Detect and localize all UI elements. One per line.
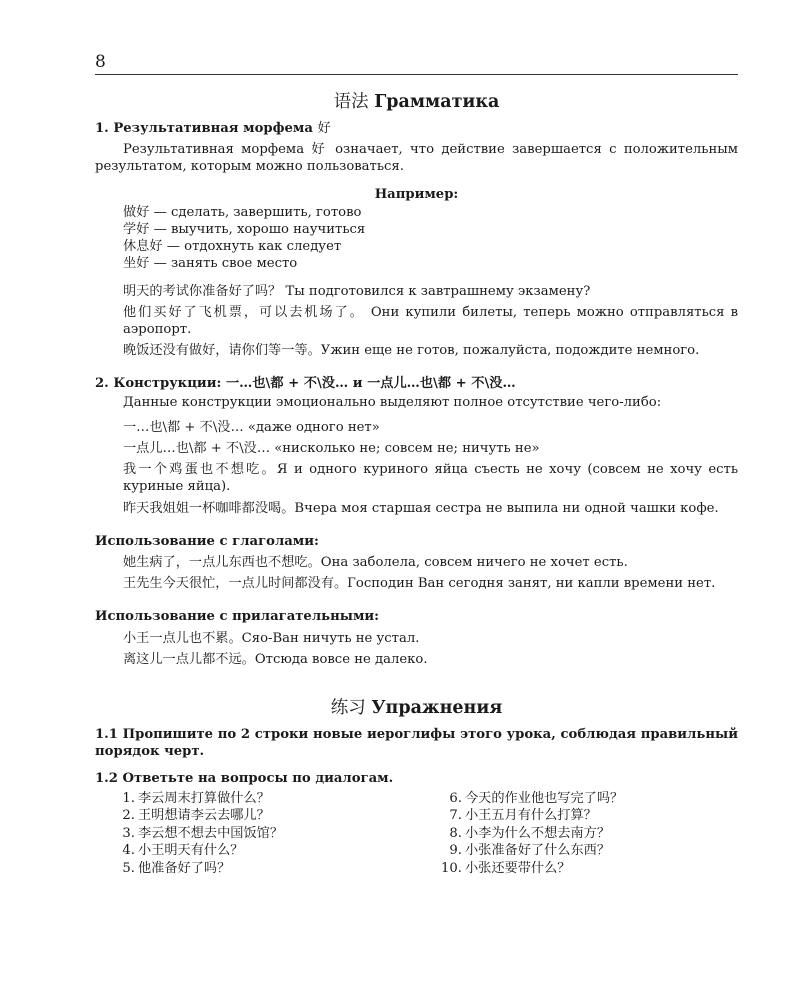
- example-sentence: 昨天我姐姐一杯咖啡都没喝。Вчера моя старшая сестра не выпила ни одной чашки кофе.: [123, 500, 719, 516]
- question-number: 6.: [449, 790, 462, 806]
- question-text: 他准备好了吗？: [138, 861, 231, 877]
- question-item: [440, 825, 738, 843]
- example-sentence: 晚饭还没有做好，请你们等一等。Ужин еще не готов, пожалуйста, подождите немного.: [123, 343, 700, 359]
- example-sentence: 我一个鸡蛋也不想吃。Я и одного куриного яйца съесть не хочу (совсем не хочу есть куриные яйца).: [123, 462, 738, 495]
- question-item: [95, 807, 440, 825]
- question-number: 7.: [449, 808, 462, 824]
- question-text: 小王明天有什么？: [138, 843, 244, 859]
- grammar-title-cn: 语法: [333, 92, 369, 112]
- construction-pattern: 一点儿…也\都 + 不\没… «нисколько не; совсем не; ничуть не»: [123, 441, 540, 457]
- grammar-title-ru: Грамматика: [374, 92, 500, 112]
- s2-heading: [95, 375, 738, 392]
- question-number: 3.: [122, 825, 135, 841]
- word-example: 做好 — сделать, завершить, готово: [123, 204, 362, 220]
- question-text: 王明想请李云去哪儿？: [138, 808, 270, 824]
- question-item: [95, 860, 440, 878]
- question-item: [440, 790, 738, 808]
- exercise-1-2: 1.2 Ответьте на вопросы по диалогам.: [95, 771, 394, 787]
- question-item: [440, 807, 738, 825]
- s1-heading-char: 好: [317, 121, 331, 136]
- grammar-title: [95, 90, 738, 114]
- s1-heading: [95, 120, 738, 137]
- question-item: [95, 790, 440, 808]
- example-sentence: 离这儿一点儿都不远。Отсюда вовсе не далеко.: [123, 651, 428, 667]
- s2-heading-constructions: : 一…也\都 + 不\没… и 一点儿…也\都 + 不\没…: [216, 376, 516, 392]
- question-item: [440, 842, 738, 860]
- question-text: 小李为什么不想去南方？: [465, 825, 611, 841]
- example-sentence: 王先生今天很忙，一点儿时间都没有。Господин Ван сегодня занят, ни капли времени нет.: [123, 576, 716, 592]
- example-sentence: 她生病了，一点儿东西也不想吃。Она заболела, совсем ничего не хочет есть.: [123, 555, 628, 571]
- adjectives-heading: Использование с прилагательными:: [95, 609, 380, 625]
- s2-heading-text: 2. Конструкции: [95, 376, 217, 392]
- question-number: 4.: [122, 843, 135, 859]
- for-example-label: Например:: [374, 186, 459, 202]
- exercise-1-1: 1.1 Пропишите по 2 строки новые иероглифы этого урока, соблюдая правильный порядок черт.: [95, 727, 738, 760]
- s1-heading-text: 1. Результативная морфема: [95, 121, 313, 136]
- questions-left-column: [95, 790, 440, 878]
- page-number: 8: [95, 52, 106, 72]
- question-text: 李云周末打算做什么？: [138, 790, 270, 806]
- question-number: 1.: [122, 790, 135, 806]
- exercises-title-cn: 练习: [330, 698, 366, 719]
- question-number: 2.: [122, 808, 135, 824]
- word-example: 坐好 — занять свое место: [123, 256, 298, 272]
- question-text: 李云想不想去中国饭馆？: [138, 825, 284, 841]
- question-item: [95, 825, 440, 843]
- questions-list: [95, 790, 738, 878]
- s2-paragraph: Данные конструкции эмоционально выделяют полное отсутствие чего-либо:: [123, 394, 662, 410]
- question-text: 小张准备好了什么东西？: [465, 843, 611, 859]
- verbs-heading: Использование с глаголами:: [95, 533, 319, 549]
- construction-pattern: 一…也\都 + 不\没… «даже одного нет»: [123, 419, 380, 435]
- example-sentence: 他们买好了飞机票，可以去机场了。 Они купили билеты, теперь можно отправляться в аэропорт.: [123, 304, 738, 338]
- exercises-title: [95, 696, 738, 720]
- question-number: 5.: [122, 861, 135, 877]
- header-rule: [95, 74, 738, 75]
- question-text: 小张还要带什么？: [465, 861, 571, 877]
- question-text: 今天的作业他也写完了吗？: [465, 790, 624, 806]
- word-example: 休息好 — отдохнуть как следует: [123, 239, 342, 255]
- s1-paragraph: Результативная морфема 好 означает, что действие завершается с положительным результатом, которым можно пользоваться.: [95, 142, 738, 175]
- question-text: 小王五月有什么打算？: [465, 808, 597, 824]
- question-item: [440, 860, 738, 878]
- question-number: 10.: [441, 861, 462, 877]
- word-example: 学好 — выучить, хорошо научиться: [123, 222, 366, 238]
- question-number: 9.: [449, 843, 462, 859]
- question-item: [95, 842, 440, 860]
- exercises-title-ru: Упражнения: [371, 698, 503, 719]
- example-sentence: 明天的考试你准备好了吗？ Ты подготовился к завтрашнему экзамену?: [123, 283, 591, 299]
- example-sentence: 小王一点儿也不累。Сяо-Ван ничуть не устал.: [123, 630, 420, 646]
- page-content: [95, 90, 738, 878]
- questions-right-column: [440, 790, 738, 878]
- question-number: 8.: [449, 825, 462, 841]
